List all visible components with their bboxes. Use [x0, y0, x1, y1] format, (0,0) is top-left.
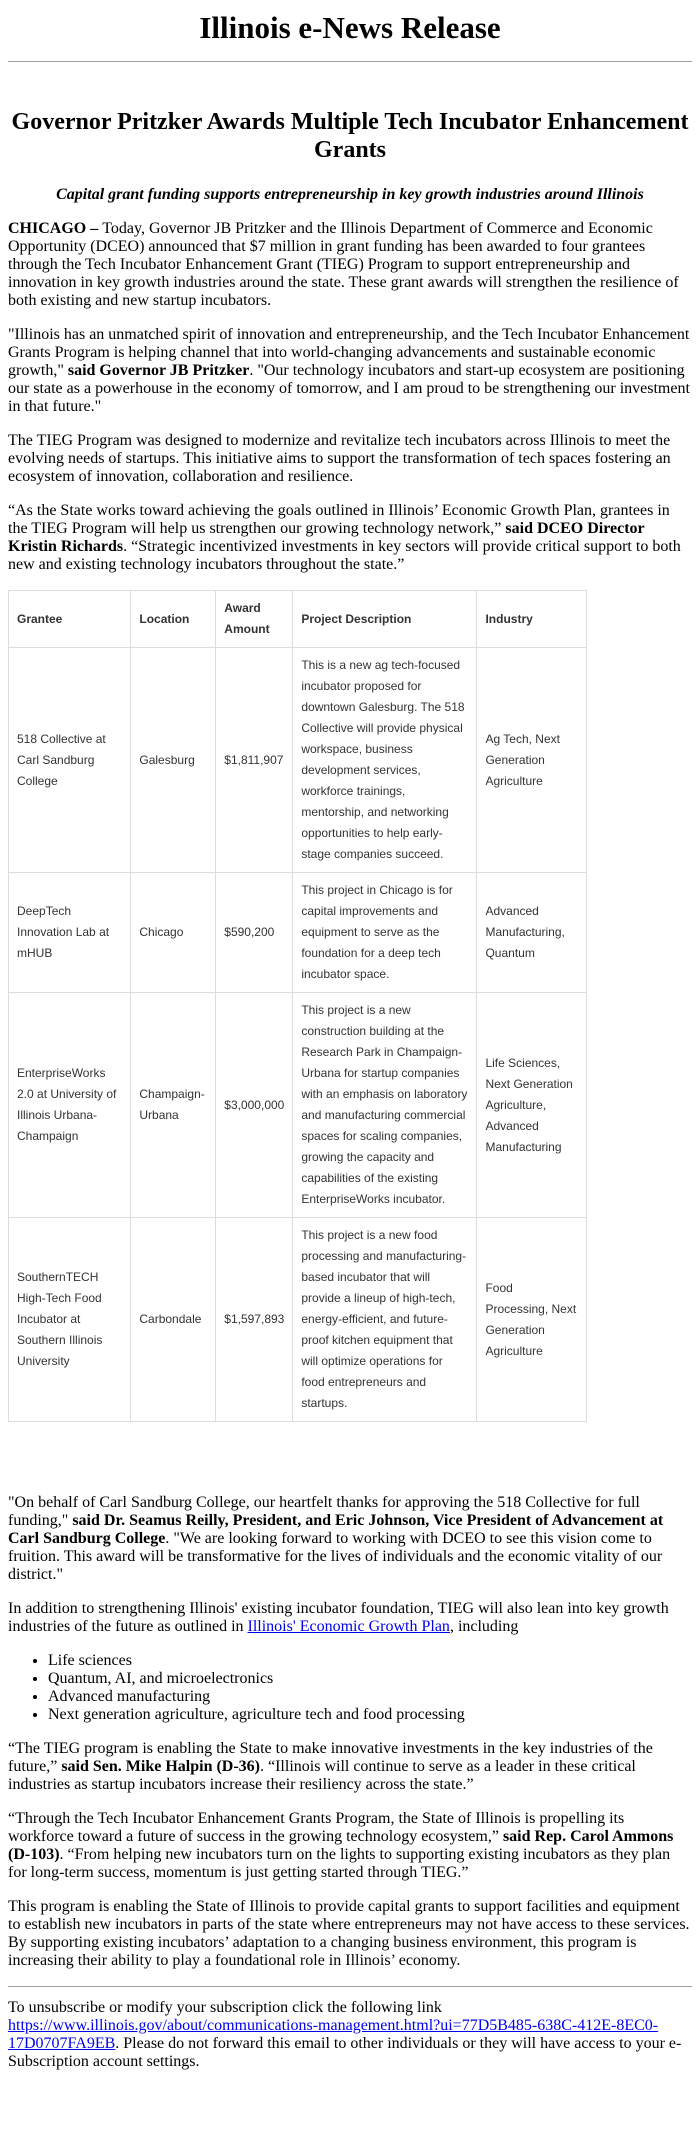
list-item: • Advanced manufacturing	[48, 1688, 692, 1706]
grantee-cell: 518 Collective at Carl Sandburg College	[9, 648, 131, 873]
industry-cell: Advanced Manufacturing, Quantum	[477, 873, 587, 993]
banner-divider	[8, 61, 692, 62]
college-attribution: said Dr. Seamus Reilly, President, and Eric Johnson, Vice President of Advancement at Carl Sandburg College	[8, 1512, 664, 1547]
director-quote-part1: “As the State works toward achieving the goals outlined in Illinois’ Economic Growth Plan, grantees in the TIEG Program will help us strengthen our growing technology network,”	[8, 502, 670, 537]
table-row	[9, 993, 587, 1218]
governor-quote-paragraph	[8, 326, 692, 416]
footer-text-part1: To unsubscribe or modify your subscription click the following link	[8, 1999, 442, 2016]
amount-cell: $3,000,000	[216, 993, 293, 1218]
description-cell: This is a new ag tech-focused incubator proposed for downtown Galesburg. The 518 Collective will provide physical workspace, business development services, workforce trainings, mentorship, and networking opportunities to help early-stage companies succeed.	[293, 648, 477, 873]
list-item: • Life sciences	[48, 1652, 692, 1670]
intro-paragraph	[8, 220, 692, 310]
industries-list	[8, 1652, 692, 1724]
economic-growth-plan-link[interactable]: Illinois' Economic Growth Plan	[247, 1618, 450, 1635]
description-cell: This project is a new construction building at the Research Park in Champaign-Urbana for startup companies with an emphasis on laboratory and manufacturing commercial spaces for scaling companies, growing the capacity and capabilities of the existing EnterpriseWorks incubator.	[293, 993, 477, 1218]
grantee-cell: EnterpriseWorks 2.0 at University of Illinois Urbana-Champaign	[9, 993, 131, 1218]
program-summary-paragraph: This program is enabling the State of Illinois to provide capital grants to support facilities and equipment to establish new incubators in parts of the state where entrepreneurs may not have access to these services. By supporting existing incubators’ adaptation to a changing business environment, this program is increasing their ability to play a foundational role in Illinois’ economy.	[8, 1898, 690, 1969]
column-header-award-amount: Award Amount	[216, 591, 293, 648]
unsubscribe-footer	[8, 1999, 692, 2087]
column-header-grantee: Grantee	[9, 591, 131, 648]
press-release-headline: Governor Pritzker Awards Multiple Tech Incubator Enhancement Grants	[11, 109, 689, 163]
list-item: • Quantum, AI, and microelectronics	[48, 1670, 692, 1688]
table-header-row	[9, 591, 587, 648]
grantee-cell: SouthernTECH High-Tech Food Incubator at Southern Illinois University	[9, 1218, 131, 1422]
amount-cell: $1,811,907	[216, 648, 293, 873]
newsletter-banner: Illinois e-News Release	[199, 10, 501, 45]
footer-divider	[8, 1986, 692, 1987]
college-quote-part2: . "We are looking forward to working with DCEO to see this vision come to fruition. This award will be transformative for the lives of individuals and the economic vitality of our district."	[8, 1530, 663, 1583]
description-cell: This project in Chicago is for capital improvements and equipment to serve as the foundation for a deep tech incubator space.	[293, 873, 477, 993]
table-row	[9, 1218, 587, 1422]
director-quote-part2: . “Strategic incentivized investments in key sectors will provide critical support to both new and existing technology incubators throughout the state.”	[8, 538, 681, 573]
column-header-project-description: Project Description	[293, 591, 477, 648]
governor-quote-part2: . "Our technology incubators and start-up ecosystem are positioning our state as a powerhouse in the economy of tomorrow, and I am proud to be strengthening our investment in that future."	[8, 362, 690, 415]
table-row	[9, 648, 587, 873]
location-cell: Galesburg	[131, 648, 216, 873]
college-quote-part1: "On behalf of Carl Sandburg College, our heartfelt thanks for approving the 518 Collective for full funding,"	[8, 1494, 640, 1529]
governor-attribution: said Governor JB Pritzker	[67, 362, 250, 379]
amount-cell: $590,200	[216, 873, 293, 993]
grantee-table	[8, 590, 587, 1422]
description-cell: This project is a new food processing and manufacturing-based incubator that will provide a lineup of high-tech, energy-efficient, and future-proof kitchen equipment that will optimize operations for food entrepreneurs and startups.	[293, 1218, 477, 1422]
representative-quote-part2: . “From helping new incubators turn on the lights to supporting existing incubators as they plan for long-term success, momentum is just getting started through TIEG.”	[8, 1846, 671, 1881]
senator-quote-part1: “The TIEG program is enabling the State to make innovative investments in the key industries of the future,”	[8, 1740, 653, 1775]
table-row	[9, 873, 587, 993]
growth-plan-text-part1: In addition to strengthening Illinois' existing incubator foundation, TIEG will also lean into key growth industries of the future as outlined in	[8, 1600, 669, 1635]
governor-quote-part1: "Illinois has an unmatched spirit of innovation and entrepreneurship, and the Tech Incubator Enhancement Grants Program is helping channel that into world-changing advancements and sustainable economic growth,"	[8, 326, 690, 379]
amount-cell: $1,597,893	[216, 1218, 293, 1422]
senator-attribution: said Sen. Mike Halpin (D-36)	[61, 1758, 260, 1775]
industry-cell: Ag Tech, Next Generation Agriculture	[477, 648, 587, 873]
column-header-industry: Industry	[477, 591, 587, 648]
director-quote-paragraph	[8, 502, 692, 574]
list-item: • Next generation agriculture, agriculture tech and food processing	[48, 1706, 692, 1724]
representative-quote-paragraph	[8, 1810, 692, 1882]
location-cell: Chicago	[131, 873, 216, 993]
dateline: CHICAGO	[8, 220, 87, 237]
industry-cell: Life Sciences, Next Generation Agriculture, Advanced Manufacturing	[477, 993, 587, 1218]
college-quote-paragraph	[8, 1494, 692, 1584]
director-attribution: said DCEO Director Kristin Richards	[8, 520, 645, 555]
location-cell: Champaign-Urbana	[131, 993, 216, 1218]
column-header-location: Location	[131, 591, 216, 648]
representative-quote-part1: “Through the Tech Incubator Enhancement Grants Program, the State of Illinois is propelling its workforce toward a future of success in the growing technology ecosystem,”	[8, 1810, 625, 1845]
growth-plan-text-part2: , including	[449, 1618, 519, 1635]
senator-quote-paragraph	[8, 1740, 692, 1794]
dateline-dash: –	[86, 220, 103, 237]
unsubscribe-link[interactable]: https://www.illinois.gov/about/communications-management.html?ui=77D5B485-638C-412E-8EC0-17D0707FA9EB	[8, 2017, 659, 2052]
representative-attribution: said Rep. Carol Ammons (D-103)	[8, 1828, 674, 1863]
press-release-subhead: Capital grant funding supports entrepreneurship in key growth industries around Illinois	[56, 186, 644, 203]
growth-plan-paragraph	[8, 1600, 692, 1636]
intro-text: Today, Governor JB Pritzker and the Illinois Department of Commerce and Economic Opportunity (DCEO) announced that $7 million in grant funding has been awarded to four grantees through the Tech Incubator Enhancement Grant (TIEG) Program to support entrepreneurship and innovation in key growth industries around the state. These grant awards will strengthen the resilience of both existing and new startup incubators.	[8, 220, 679, 309]
senator-quote-part2: . “Illinois will continue to serve as a leader in these critical industries as startup incubators increase their resiliency across the state.”	[8, 1758, 636, 1793]
location-cell: Carbondale	[131, 1218, 216, 1422]
grantee-cell: DeepTech Innovation Lab at mHUB	[9, 873, 131, 993]
footer-text-part2: . Please do not forward this email to other individuals or they will have access to your e-Subscription account settings.	[8, 2035, 682, 2070]
industry-cell: Food Processing, Next Generation Agriculture	[477, 1218, 587, 1422]
email-body	[8, 0, 692, 2087]
program-description-paragraph: The TIEG Program was designed to modernize and revitalize tech incubators across Illinois to meet the evolving needs of startups. This initiative aims to support the transformation of tech spaces fostering an ecosystem of innovation, collaboration and resilience.	[8, 432, 671, 485]
